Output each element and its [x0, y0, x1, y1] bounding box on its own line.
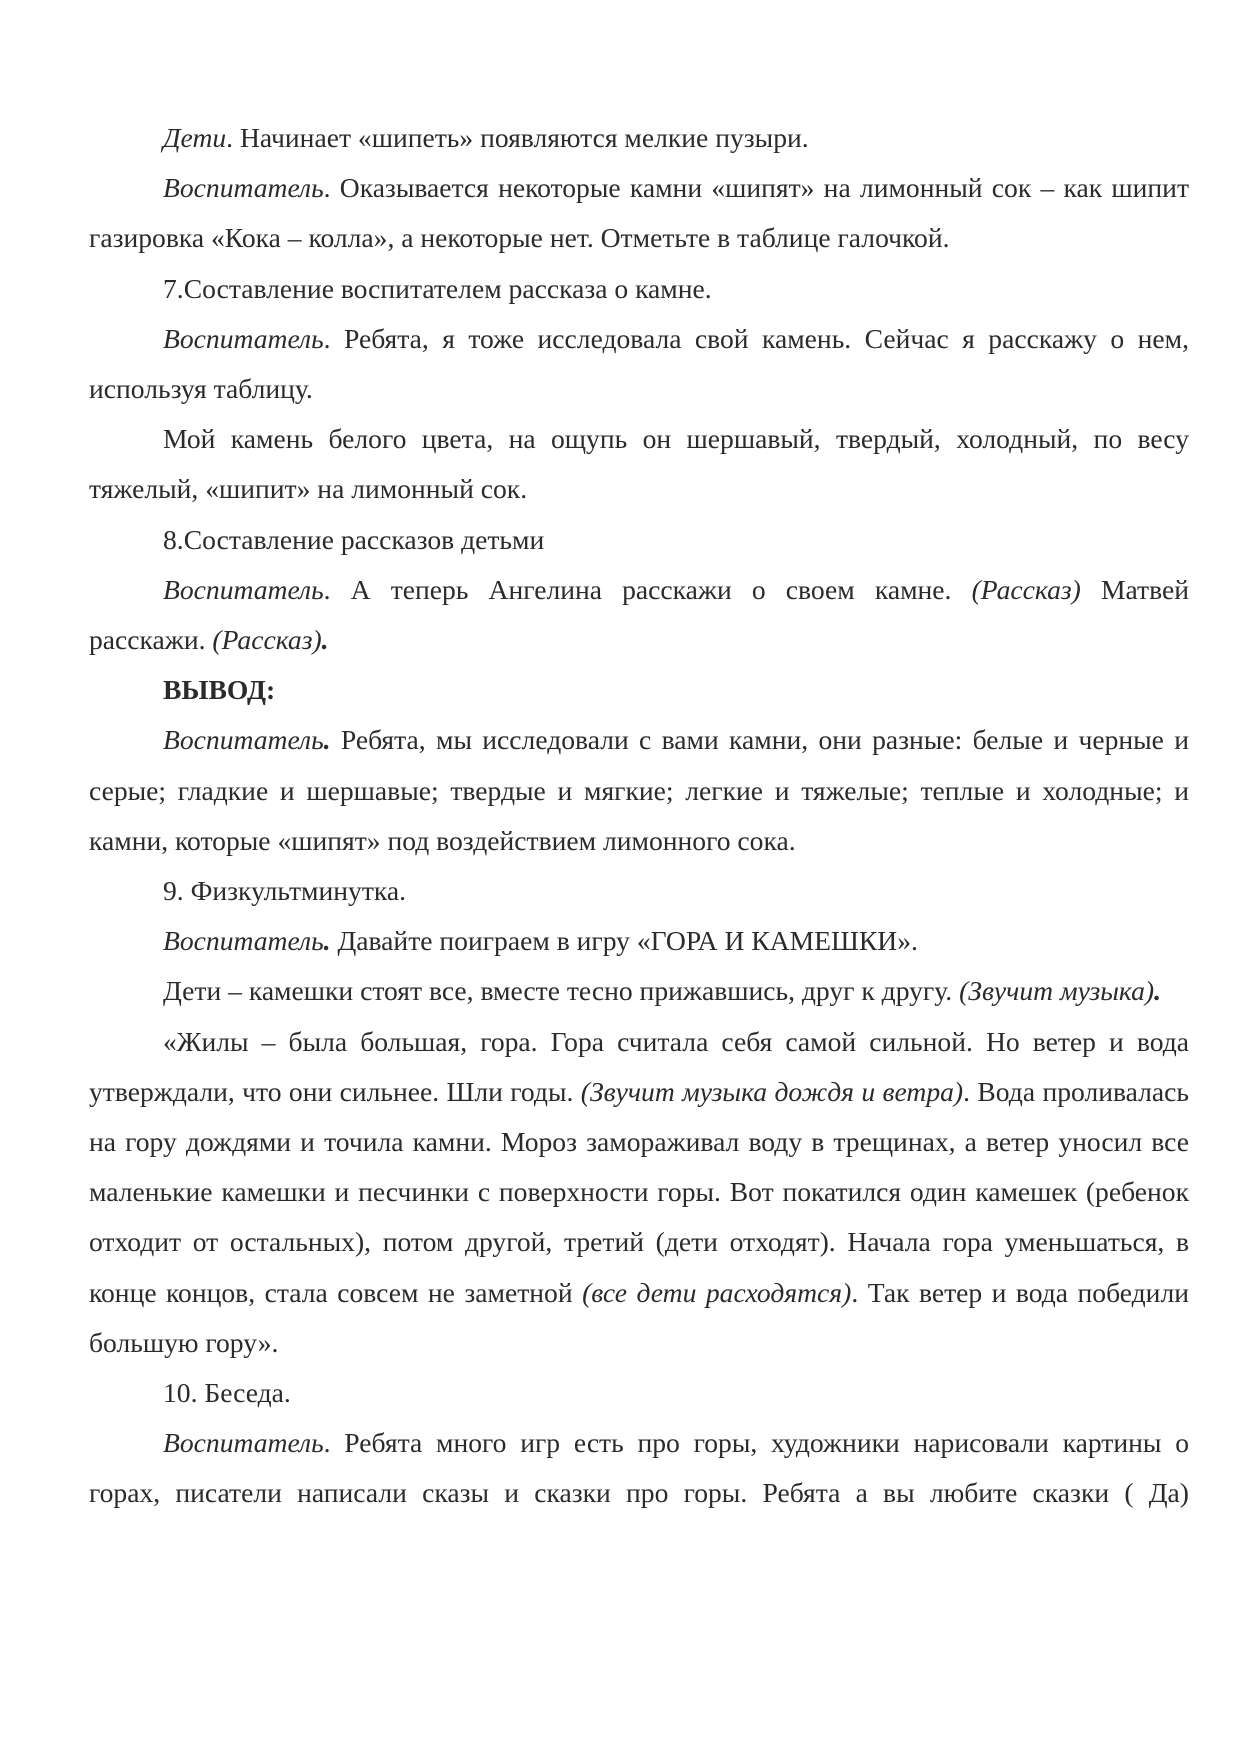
section-9-title [89, 866, 1189, 916]
speaker-dot: . [323, 724, 331, 756]
paragraph-text: . А теперь Ангелина расскажи о своем камне. [323, 573, 972, 605]
stage-note: (Рассказ) [212, 624, 322, 656]
paragraph-text: «Жилы – была большая, гора. Гора считала себя самой сильной. Но ветер и вода утверждали, что они сильнее. Шли годы. [89, 1025, 1189, 1107]
conclusion-heading [89, 665, 1189, 715]
paragraph-end: . [321, 624, 329, 656]
paragraph-text: . Начинает «шипеть» появляются мелкие пузыри. [226, 122, 809, 153]
paragraph-teacher-game [89, 916, 1189, 966]
paragraph-text: Давайте поиграем в игру «ГОРА И КАМЕШКИ». [330, 925, 918, 957]
section-8-title [89, 515, 1189, 565]
paragraph-text: Мой камень белого цвета, на ощупь он шершавый, твердый, холодный, по весу тяжелый, «шипит» на лимонный сок. [89, 423, 1189, 505]
paragraph-text: Дети – камешки стоят все, вместе тесно прижавшись, друг к другу. [163, 975, 960, 1007]
paragraph-text: . Ребята много игр есть про горы, художники нарисовали картины о горах, писатели написали сказы и сказки про горы. Ребята а вы любите сказки ( Да) [89, 1427, 1189, 1509]
speaker-teacher: Воспитатель [163, 925, 324, 957]
section-title-text: 10. Беседа. [163, 1377, 291, 1409]
paragraph-my-stone [89, 414, 1189, 514]
paragraph-text: Матвей расскажи. [89, 573, 1189, 656]
stage-note: (Рассказ) [971, 573, 1081, 605]
stage-note: (Звучит музыка) [959, 975, 1155, 1007]
paragraph-mountain-story [89, 1017, 1189, 1368]
paragraph-text: Ребята, мы исследовали с вами камни, они разные: белые и черные и серые; гладкие и шершавые; твердые и мягкие; легкие и тяжелые; теплые и холодные; и камни, которые «шипят» под воздействием лимонного сока. [89, 724, 1189, 856]
paragraph-text: . Вода проливалась на гору дождями и точила камни. Мороз замораживал воду в трещинах, а ветер уносил все маленькие камешки и песчинки с поверхности горы. Вот покатился один камешек (ребенок отходит от остальных), потом другой, третий (дети отходят). Начала гора уменьшаться, в конце концов, стала совсем не заметной [89, 1075, 1189, 1308]
speaker-teacher: Воспитатель [163, 172, 324, 204]
speaker-dot: . [323, 925, 331, 957]
section-title-text: 9. Физкультминутка. [163, 875, 407, 907]
document-body [89, 113, 1189, 1519]
paragraph-teacher-children-stories [89, 565, 1189, 665]
speaker-teacher: Воспитатель [163, 1427, 324, 1459]
stage-note: (Звучит музыка дождя и ветра) [580, 1075, 964, 1107]
section-10-title [89, 1368, 1189, 1418]
paragraph-text: . Оказывается некоторые камни «шипят» на лимонный сок – как шипит газировка «Кока – колла», а некоторые нет. Отметьте в таблице галочкой. [89, 172, 1189, 254]
speaker-teacher: Воспитатель [163, 322, 324, 354]
paragraph-teacher-conclusion [89, 715, 1189, 866]
stage-note: (все дети расходятся) [582, 1276, 852, 1308]
heading-text: ВЫВОД: [163, 674, 276, 706]
section-7-title [89, 264, 1189, 314]
paragraph-end: . [1154, 975, 1162, 1007]
speaker-children: Дети [163, 122, 227, 153]
paragraph-children-answer [89, 113, 1189, 163]
paragraph-text: . Так ветер и вода победили большую гору». [89, 1276, 1189, 1358]
paragraph-text: . Ребята, я тоже исследовала свой камень. Сейчас я расскажу о нем, используя таблицу. [89, 322, 1189, 405]
speaker-teacher: Воспитатель [163, 724, 324, 756]
paragraph-teacher-story [89, 314, 1189, 414]
speaker-teacher: Воспитатель [163, 573, 324, 605]
section-title-text: 7.Составление воспитателем рассказа о камне. [163, 272, 712, 304]
paragraph-children-pebbles [89, 966, 1189, 1016]
paragraph-teacher-fizz [89, 163, 1189, 263]
paragraph-teacher-tales [89, 1418, 1189, 1518]
section-title-text: 8.Составление рассказов детьми [163, 523, 545, 555]
